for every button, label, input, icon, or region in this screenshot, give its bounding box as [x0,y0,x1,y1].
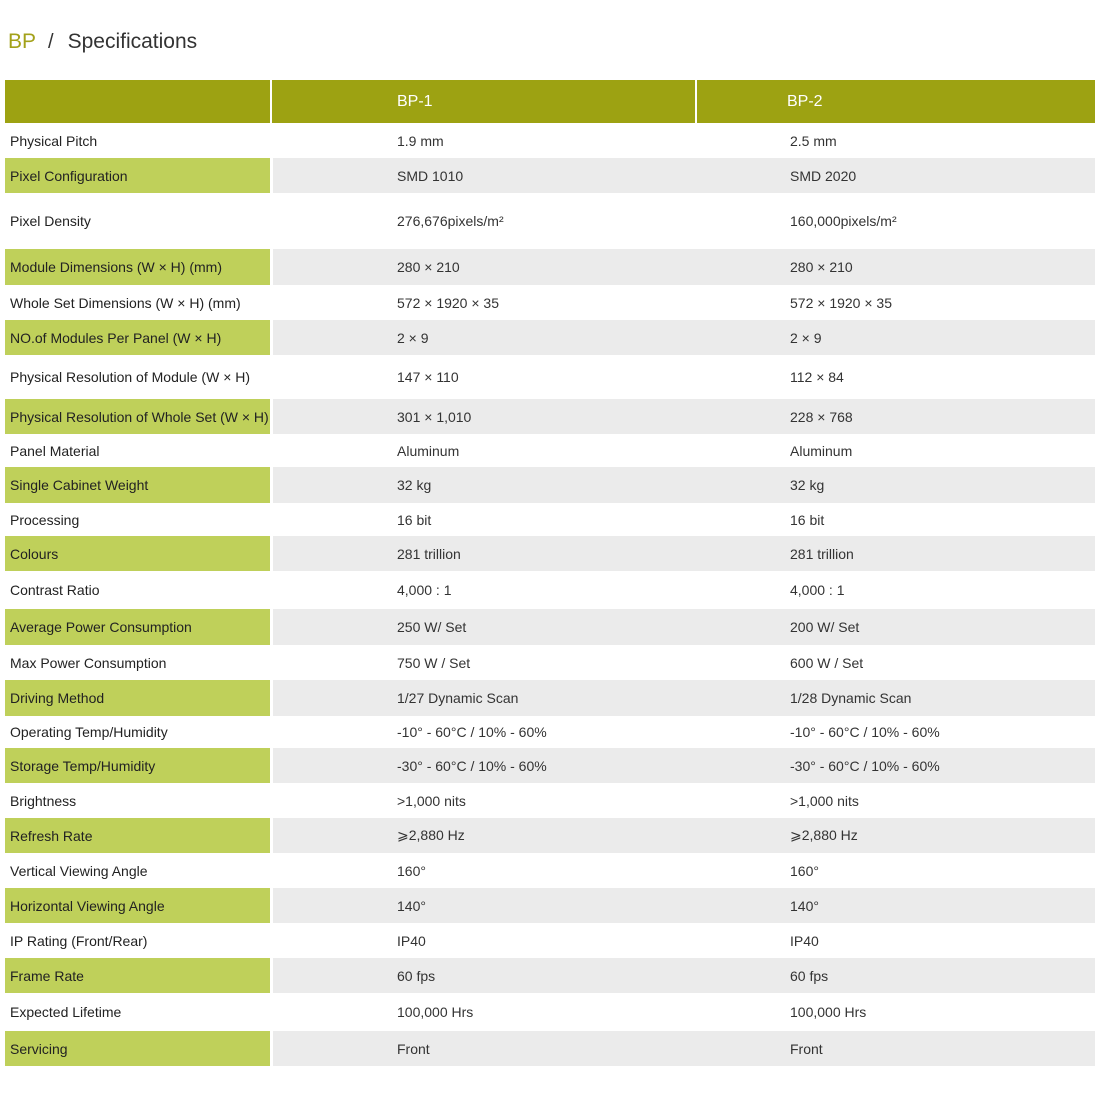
spec-label: Physical Pitch [10,132,98,149]
spec-value-bp2: IP40 [790,932,819,949]
table-row [5,355,1095,399]
spec-label: Physical Resolution of Module (W × H) [10,369,251,385]
spec-value-bp1: Front [273,1031,788,1066]
table-row [5,571,1095,609]
table-row [5,1031,1095,1066]
spec-value-bp1: ⩾2,880 Hz [273,818,788,853]
table-row [5,285,1095,320]
spec-value-bp1: 32 kg [273,467,788,503]
spec-label: Colours [5,536,270,571]
spec-value-bp1: 160° [397,862,426,879]
breadcrumb-brand-link[interactable]: BP [8,30,37,53]
spec-value-bp1: 1.9 mm [397,132,444,149]
spec-value-bp2: 2 × 9 [788,320,1095,355]
table-row [5,818,1095,853]
spec-value-bp1: 2 × 9 [273,320,788,355]
spec-value-bp1: 16 bit [397,511,432,528]
spec-value-bp2: >1,000 nits [790,792,859,809]
header-column-bp1: BP-1 [272,80,695,123]
spec-value-bp1: 572 × 1920 × 35 [397,294,499,311]
spec-value-bp1: 147 × 110 [397,369,459,385]
spec-label: Processing [10,511,80,528]
spec-value-bp2: 112 × 84 [790,369,844,385]
spec-value-bp2: -30° - 60°C / 10% - 60% [788,748,1095,783]
spec-label: Frame Rate [5,958,270,993]
spec-value-bp1: 280 × 210 [273,249,788,285]
spec-value-bp1: 250 W/ Set [273,609,788,645]
spec-label: Pixel Density [10,213,91,229]
breadcrumb [8,28,197,56]
table-row [5,853,1095,888]
spec-label: Single Cabinet Weight [5,467,270,503]
spec-value-bp2: 32 kg [788,467,1095,503]
table-header [5,80,1095,123]
spec-value-bp2: 572 × 1920 × 35 [790,294,892,311]
spec-value-bp1: 140° [273,888,788,923]
table-row [5,958,1095,993]
breadcrumb-separator: / [48,30,54,53]
spec-label: Average Power Consumption [5,609,270,645]
spec-label: Vertical Viewing Angle [10,862,148,879]
spec-label: NO.of Modules Per Panel (W × H) [5,320,270,355]
spec-value-bp2: 16 bit [790,511,825,528]
spec-value-bp1: 100,000 Hrs [397,1004,474,1020]
spec-value-bp2: 2.5 mm [790,132,837,149]
spec-label: Refresh Rate [5,818,270,853]
spec-label: Expected Lifetime [10,1004,122,1020]
spec-label: Horizontal Viewing Angle [5,888,270,923]
spec-value-bp2: 60 fps [788,958,1095,993]
spec-value-bp1: IP40 [397,932,426,949]
spec-value-bp1: SMD 1010 [273,158,788,193]
spec-value-bp1: -10° - 60°C / 10% - 60% [397,724,547,740]
table-body [5,123,1095,1066]
spec-label: Max Power Consumption [10,654,167,671]
header-label-column [5,80,270,123]
table-row [5,783,1095,818]
table-row [5,123,1095,158]
table-row [5,888,1095,923]
table-row [5,503,1095,536]
spec-value-bp2: 280 × 210 [788,249,1095,285]
spec-label: Whole Set Dimensions (W × H) (mm) [10,294,241,311]
spec-label: Brightness [10,792,77,809]
table-row [5,748,1095,783]
spec-value-bp2: 281 trillion [788,536,1095,571]
spec-value-bp2: 140° [788,888,1095,923]
table-row [5,467,1095,503]
spec-label: Physical Resolution of Whole Set (W × H) [5,399,270,434]
table-row [5,158,1095,193]
spec-value-bp2: 228 × 768 [788,399,1095,434]
spec-label: Panel Material [10,442,100,459]
table-row [5,399,1095,434]
spec-value-bp1: Aluminum [397,442,460,459]
spec-label: Module Dimensions (W × H) (mm) [5,249,270,285]
spec-value-bp2: 100,000 Hrs [790,1004,867,1020]
specifications-table [5,80,1095,1066]
spec-label: Contrast Ratio [10,582,100,598]
header-column-bp2: BP-2 [697,80,1095,123]
table-row [5,716,1095,748]
table-row [5,609,1095,645]
spec-value-bp2: 4,000 : 1 [790,582,845,598]
spec-label: IP Rating (Front/Rear) [10,932,148,949]
table-row [5,680,1095,716]
spec-value-bp1: 281 trillion [273,536,788,571]
spec-value-bp2: Aluminum [790,442,853,459]
table-row [5,993,1095,1031]
table-row [5,249,1095,285]
spec-value-bp1: 301 × 1,010 [273,399,788,434]
spec-value-bp1: 276,676pixels/m² [397,213,504,229]
spec-label: Operating Temp/Humidity [10,724,168,740]
table-row [5,434,1095,467]
spec-value-bp1: >1,000 nits [397,792,466,809]
spec-value-bp2: 1/28 Dynamic Scan [788,680,1095,716]
spec-value-bp1: 750 W / Set [397,654,471,671]
spec-value-bp2: SMD 2020 [788,158,1095,193]
spec-value-bp1: -30° - 60°C / 10% - 60% [273,748,788,783]
spec-label: Storage Temp/Humidity [5,748,270,783]
table-row [5,923,1095,958]
spec-label: Pixel Configuration [5,158,270,193]
spec-value-bp1: 60 fps [273,958,788,993]
spec-value-bp1: 4,000 : 1 [397,582,452,598]
spec-value-bp2: 600 W / Set [790,654,864,671]
spec-value-bp2: ⩾2,880 Hz [788,818,1095,853]
spec-value-bp2: -10° - 60°C / 10% - 60% [790,724,940,740]
table-row [5,645,1095,680]
table-row [5,193,1095,249]
spec-label: Servicing [5,1031,270,1066]
spec-label: Driving Method [5,680,270,716]
spec-value-bp1: 1/27 Dynamic Scan [273,680,788,716]
spec-value-bp2: 160,000pixels/m² [790,213,897,229]
spec-value-bp2: 160° [790,862,819,879]
table-row [5,536,1095,571]
spec-value-bp2: 200 W/ Set [788,609,1095,645]
breadcrumb-current-page: Specifications [67,30,198,53]
spec-value-bp2: Front [788,1031,1095,1066]
table-row [5,320,1095,355]
